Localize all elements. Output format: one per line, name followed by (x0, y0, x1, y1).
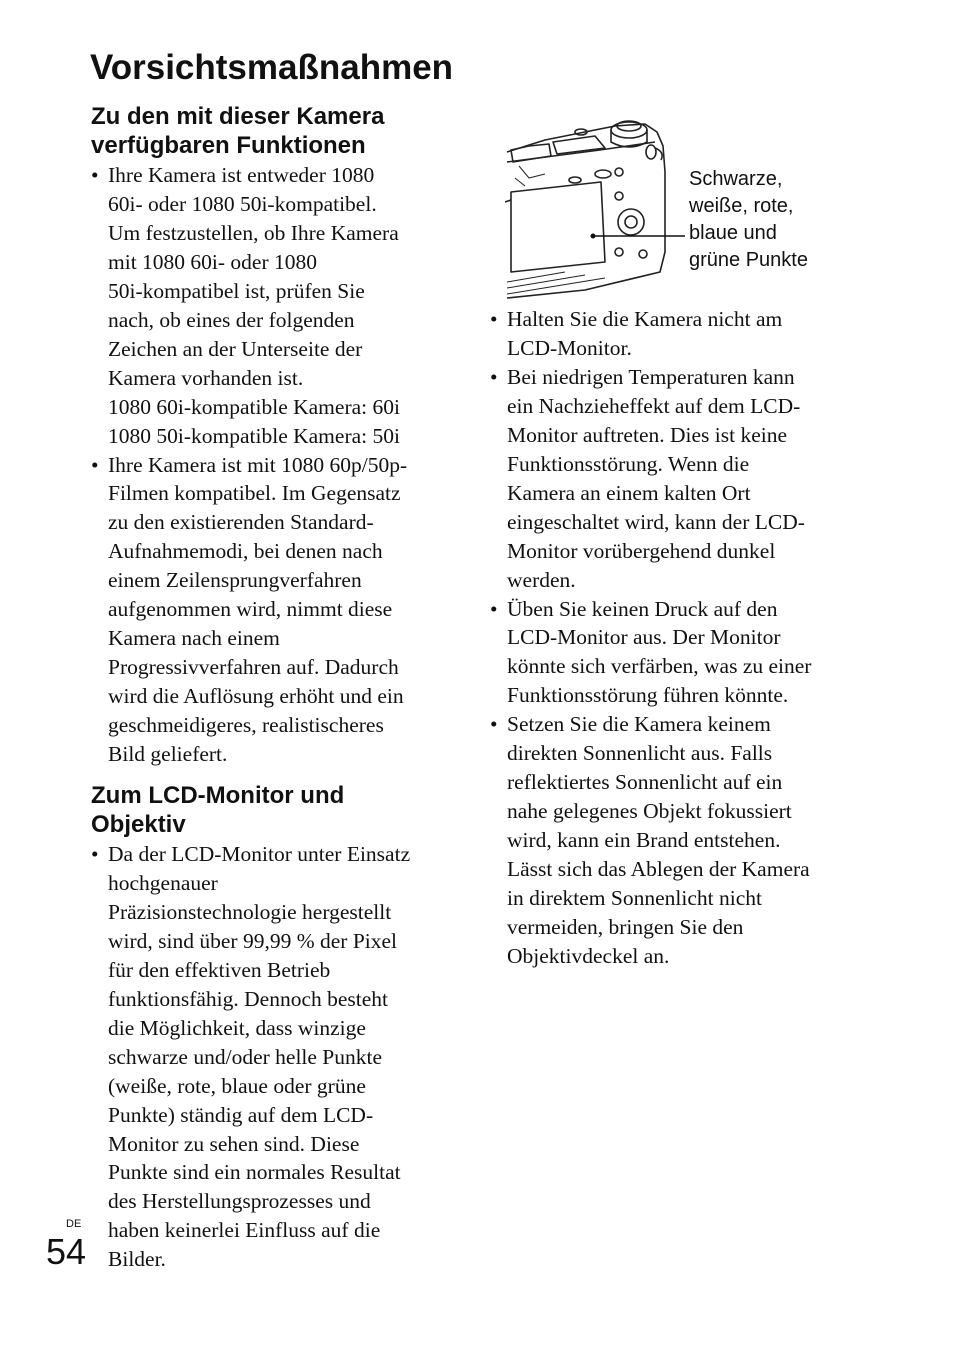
text-line: für den effektiven Betrieb (108, 957, 331, 982)
figure-label (689, 166, 808, 274)
text-line: Progressivverfahren auf. Dadurch (108, 655, 399, 680)
text-line: 1080 60i-kompatible Kamera: 60i (108, 394, 400, 419)
heading-line: verfügbaren Funktionen (91, 132, 366, 159)
text-line: werden. (507, 567, 576, 592)
heading-line: Objektiv (91, 811, 186, 838)
section-heading-functions (91, 102, 384, 160)
lcd-bullet-list (91, 840, 481, 1274)
text-line: in direktem Sonnenlicht nicht (507, 886, 762, 911)
bullet-symbol: • (490, 307, 498, 331)
list-item (490, 305, 880, 363)
text-line: ein Nachzieheffekt auf dem LCD- (507, 393, 801, 418)
text-line: 60i- oder 1080 50i-kompatibel. (108, 191, 377, 216)
text-line: vermeiden, bringen Sie den (507, 915, 744, 940)
text-line: direkten Sonnenlicht aus. Falls (507, 741, 773, 766)
text-line: Zeichen an der Unterseite der (108, 336, 363, 361)
text-line: 50i-kompatibel ist, prüfen Sie (108, 278, 365, 303)
text-line: reflektiertes Sonnenlicht auf ein (507, 770, 783, 795)
label-line: weiße, rote, (689, 195, 794, 217)
list-item (490, 595, 880, 711)
bullet-symbol: • (490, 596, 498, 621)
text-line: Da der LCD-Monitor unter Einsatz (108, 842, 411, 866)
list-item (91, 451, 481, 769)
bullet-symbol: • (91, 452, 99, 477)
page-number: 54 (46, 1231, 87, 1272)
heading-line: Zum LCD-Monitor und (91, 782, 345, 809)
list-item (490, 710, 880, 971)
language-code: DE (66, 1218, 82, 1230)
functions-bullet-list (91, 161, 481, 769)
bullet-symbol: • (91, 163, 99, 187)
list-item (91, 840, 481, 1274)
text-line: Bei niedrigen Temperaturen kann (507, 364, 795, 389)
bullet-symbol: • (490, 712, 498, 737)
text-line: wird, sind über 99,99 % der Pixel (108, 928, 398, 953)
text-line: Punkte sind ein normales Resultat (108, 1160, 401, 1185)
text-line: die Möglichkeit, dass winzige (108, 1015, 366, 1040)
list-item (91, 161, 481, 451)
text-line: Setzen Sie die Kamera keinem (507, 712, 771, 737)
text-line: 1080 50i-kompatible Kamera: 50i (108, 423, 400, 448)
text-line: Bilder. (108, 1247, 166, 1272)
text-line: Üben Sie keinen Druck auf den (507, 596, 778, 621)
text-line: des Herstellungsprozesses und (108, 1189, 371, 1214)
section-heading-lcd (91, 781, 344, 839)
text-line: Kamera nach einem (108, 626, 280, 651)
text-line: Monitor auftreten. Dies ist keine (507, 422, 788, 447)
text-line: LCD-Monitor. (507, 335, 632, 360)
text-line: Monitor vorübergehend dunkel (507, 538, 776, 563)
text-line: Bild geliefert. (108, 742, 228, 767)
text-line: Ihre Kamera ist entweder 1080 (108, 163, 375, 187)
text-line: Präzisionstechnologie hergestellt (108, 899, 392, 924)
heading-line: Zu den mit dieser Kamera (91, 103, 385, 130)
text-line: schwarze und/oder helle Punkte (108, 1044, 383, 1069)
text-line: Kamera an einem kalten Ort (507, 480, 751, 505)
text-line: hochgenauer (108, 870, 218, 895)
lcd-care-bullet-list (490, 305, 880, 971)
text-line: Um festzustellen, ob Ihre Kamera (108, 220, 399, 245)
bullet-symbol: • (490, 364, 498, 389)
text-line: wird die Auflösung erhöht und ein (108, 684, 404, 709)
text-line: nach, ob eines der folgenden (108, 307, 355, 332)
bullet-symbol: • (91, 842, 99, 866)
text-line: Ihre Kamera ist mit 1080 60p/50p- (108, 452, 408, 477)
text-line: LCD-Monitor aus. Der Monitor (507, 625, 781, 650)
text-line: Punkte) ständig auf dem LCD- (108, 1102, 374, 1127)
text-line: Lässt sich das Ablegen der Kamera (507, 857, 810, 882)
text-line: Kamera vorhanden ist. (108, 365, 304, 390)
text-line: Monitor zu sehen sind. Diese (108, 1131, 360, 1156)
text-line: Halten Sie die Kamera nicht am (507, 307, 783, 331)
text-line: (weiße, rote, blaue oder grüne (108, 1073, 366, 1098)
label-line: grüne Punkte (689, 249, 808, 271)
text-line: Funktionsstörung führen könnte. (507, 683, 789, 708)
text-line: geschmeidigeres, realistischeres (108, 713, 384, 738)
text-line: Filmen kompatibel. Im Gegensatz (108, 481, 401, 506)
label-line: blaue und (689, 222, 777, 244)
text-line: einem Zeilensprungverfahren (108, 568, 362, 593)
text-line: eingeschaltet wird, kann der LCD- (507, 509, 805, 534)
text-line: funktionsfähig. Dennoch besteht (108, 986, 389, 1011)
text-line: aufgenommen wird, nimmt diese (108, 597, 393, 622)
text-line: Aufnahmemodi, bei denen nach (108, 539, 383, 564)
page-title: Vorsichtsmaßnahmen (90, 48, 454, 87)
text-line: haben keinerlei Einfluss auf die (108, 1218, 381, 1243)
list-item (490, 363, 880, 595)
camera-illustration-icon (505, 112, 685, 302)
text-line: könnte sich verfärben, was zu einer (507, 654, 812, 679)
text-line: wird, kann ein Brand entstehen. (507, 828, 781, 853)
text-line: zu den existierenden Standard- (108, 510, 374, 535)
text-line: mit 1080 60i- oder 1080 (108, 249, 318, 274)
text-line: Objektivdeckel an. (507, 943, 670, 968)
text-line: nahe gelegenes Objekt fokussiert (507, 799, 792, 824)
text-line: Funktionsstörung. Wenn die (507, 451, 750, 476)
label-line: Schwarze, (689, 168, 783, 190)
